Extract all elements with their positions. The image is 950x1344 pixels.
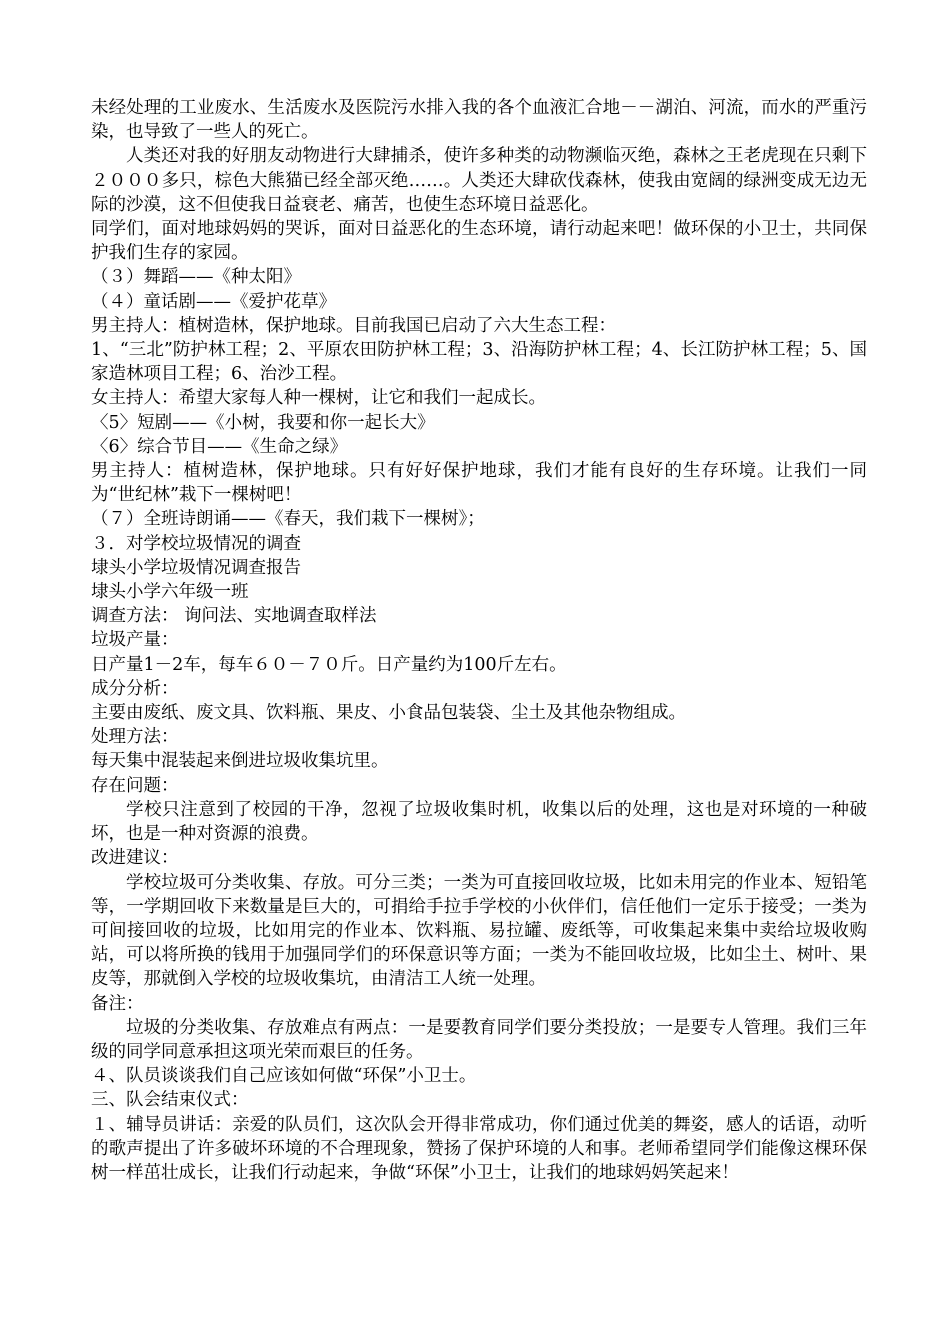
paragraph: 垃圾的分类收集、存放难点有两点：一是要教育同学们要分类投放；一是要专人管理。我们三年级的同学同意承担这项光荣而艰巨的任务。 (91, 1017, 867, 1062)
host-line: 男主持人：植树造林，保护地球。目前我国已启动了六大生态工程： (91, 315, 616, 336)
report-method: 调查方法： 询问法、实地调查取样法 (91, 606, 377, 627)
program-item: （７）全班诗朗诵——《春天，我们栽下一棵树》； (91, 509, 485, 530)
report-label: 存在问题： (91, 775, 179, 796)
paragraph: 每天集中混装起来倒进垃圾收集坑里。 (91, 751, 389, 772)
program-item: 〈6〉综合节目——《生命之绿》 (91, 436, 348, 457)
section-heading: ３．对学校垃圾情况的调查 (91, 533, 301, 554)
paragraph: １、辅导员讲话：亲爱的队员们，这次队会开得非常成功，你们通过优美的舞姿，感人的话语，动听的歌声提出了许多破坏环境的不合理现象，赞扬了保护环境的人和事。老师希望同学们能像这棵环保树一样茁壮成长，让我们行动起来，争做“环保”小卫士，让我们的地球妈妈笑起来！ (91, 1114, 867, 1183)
paragraph: 学校垃圾可分类收集、存放。可分三类；一类为可直接回收垃圾，比如未用完的作业本、短铅笔等，一学期回收下来数量是巨大的，可捐给手拉手学校的小伙伴们，信任他们一定乐于接受；一类为可间接回收的垃圾，比如用完的作业本、饮料瓶、易拉罐、废纸等，可收集起来集中卖给垃圾收购站，可以将所换的钱用于加强同学们的环保意识等方面；一类为不能回收垃圾，比如尘土、树叶、果皮等，那就倒入学校的垃圾收集坑，由清洁工人统一处理。 (91, 872, 867, 990)
paragraph: 1、“三北”防护林工程；2、平原农田防护林工程；3、沿海防护林工程；4、长江防护林工程；5、国家造林项目工程；6、治沙工程。 (91, 340, 867, 385)
report-label: 改进建议： (91, 848, 179, 869)
program-item: （３）舞蹈——《种太阳》 (91, 267, 301, 288)
paragraph: 主要由废纸、废文具、饮料瓶、果皮、小食品包装袋、尘土及其他杂物组成。 (91, 703, 686, 724)
report-label: 成分分析： (91, 678, 179, 699)
program-item: （４）童话剧——《爱护花草》 (91, 291, 336, 312)
section-heading: 三、队会结束仪式： (91, 1090, 249, 1111)
report-author: 埭头小学六年级一班 (91, 582, 249, 603)
document-body (91, 96, 867, 1185)
paragraph: 未经处理的工业废水、生活废水及医院污水排入我的各个血液汇合地－－湖泊、河流，而水的严重污染，也导致了一些人的死亡。 (91, 98, 867, 143)
paragraph: 日产量1－2车，每车６０－７０斤。日产量约为100斤左右。 (91, 654, 567, 675)
paragraph: 人类还对我的好朋友动物进行大肆捕杀，使许多种类的动物濒临灭绝，森林之王老虎现在只剩下２０００多只，棕色大熊猫已经全部灭绝……。人类还大肆砍伐森林，使我由宽阔的绿洲变成无边无际的沙漠，这不但使我日益衰老、痛苦，也使生态环境日益恶化。 (91, 146, 867, 215)
report-label: 处理方法： (91, 727, 179, 748)
paragraph: 学校只注意到了校园的干净，忽视了垃圾收集时机，收集以后的处理，这也是对环境的一种破坏，也是一种对资源的浪费。 (91, 799, 867, 845)
section-heading: ４、队员谈谈我们自己应该如何做“环保”小卫士。 (91, 1066, 477, 1087)
report-label: 垃圾产量： (91, 630, 179, 651)
report-label: 备注： (91, 993, 144, 1014)
host-line: 男主持人：植树造林，保护地球。只有好好保护地球，我们才能有良好的生存环境。让我们一同为“世纪林”栽下一棵树吧！ (91, 461, 867, 506)
program-item: 〈5〉短剧——《小树，我要和你一起长大》 (91, 412, 435, 433)
paragraph: 同学们，面对地球妈妈的哭诉，面对日益恶化的生态环境，请行动起来吧！做环保的小卫士，共同保护我们生存的家园。 (91, 219, 867, 264)
report-title: 埭头小学垃圾情况调查报告 (91, 557, 301, 578)
host-line: 女主持人：希望大家每人种一棵树，让它和我们一起成长。 (91, 388, 546, 409)
